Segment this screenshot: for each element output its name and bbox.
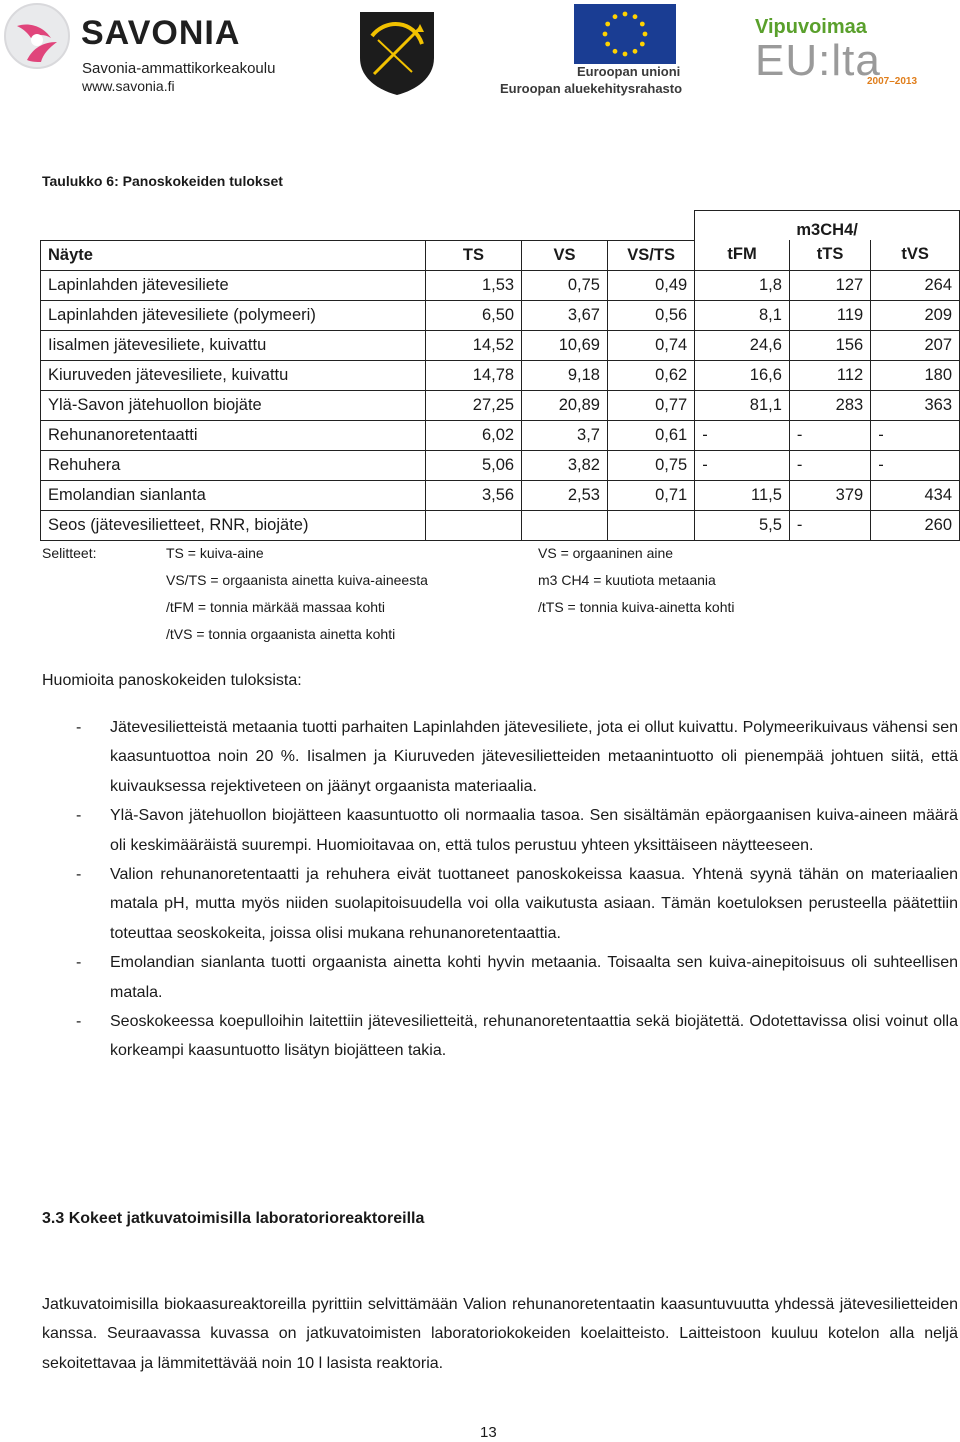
list-item <box>42 860 958 948</box>
table-body <box>41 270 960 540</box>
value-cell: 209 <box>871 300 960 330</box>
value-cell: 434 <box>871 480 960 510</box>
value-cell: - <box>789 510 870 540</box>
eu-logo <box>497 4 685 96</box>
sample-name-cell: Rehuhera <box>41 450 426 480</box>
value-cell: 24,6 <box>695 330 790 360</box>
value-cell: 0,61 <box>607 420 694 450</box>
value-cell: 119 <box>789 300 870 330</box>
bullet-marker: - <box>76 866 82 884</box>
value-cell: 20,89 <box>522 390 608 420</box>
sample-name-cell: Iisalmen jätevesiliete, kuivattu <box>41 330 426 360</box>
legend-tvs: /tVS = tonnia orgaanista ainetta kohti <box>166 626 396 642</box>
legend-label: Selitteet: <box>42 545 97 561</box>
bullet-marker: - <box>76 1013 82 1031</box>
bullet-text: Valion rehunanoretentaatti ja rehuhera eivät tuottaneet panoskokeissa kaasua. Yhtenä syynä tähän on materiaalien matala pH, mutta myös niiden suolapitoisuudella voi olla vaikutusta asiaan. Tämän koetuloksen perusteella päätettiin toteuttaa seoskokeita, joissa olisi mukana rehunanoretentaattia. <box>110 866 958 942</box>
value-cell: 0,77 <box>607 390 694 420</box>
table-row <box>41 330 960 360</box>
legend-tfm: /tFM = tonnia märkää massaa kohti <box>166 599 386 615</box>
value-cell: 0,56 <box>607 300 694 330</box>
value-cell: 379 <box>789 480 870 510</box>
value-cell: 5,06 <box>425 450 521 480</box>
bullet-marker: - <box>76 719 82 736</box>
value-cell: 0,74 <box>607 330 694 360</box>
table-caption: Taulukko 6: Panoskokeiden tulokset <box>42 173 283 189</box>
table-row <box>41 450 960 480</box>
bullet-text: Seoskokeessa koepulloihin laitettiin jätevesilietteitä, rehunanoretentaattia sekä biojätettä. Odotettavissa olisi voinut olla korkeampi kaasuntuotto lisätyn biojätteen takia. <box>110 1013 958 1060</box>
value-cell: 3,56 <box>425 480 521 510</box>
list-item <box>42 801 958 860</box>
savonia-emblem-icon <box>3 2 71 70</box>
value-cell: 81,1 <box>695 390 790 420</box>
header-cell: VS/TS <box>607 240 694 270</box>
notes-title: Huomioita panoskokeiden tuloksista: <box>42 672 302 689</box>
value-cell: 11,5 <box>695 480 790 510</box>
value-cell: 16,6 <box>695 360 790 390</box>
value-cell: 3,67 <box>522 300 608 330</box>
value-cell: 180 <box>871 360 960 390</box>
value-cell: 14,78 <box>425 360 521 390</box>
value-cell: - <box>789 420 870 450</box>
value-cell: - <box>789 450 870 480</box>
value-cell: 2,53 <box>522 480 608 510</box>
value-cell: 283 <box>789 390 870 420</box>
eu-fund-label: Euroopan aluekehitysrahasto <box>500 81 683 96</box>
sample-name-cell: Seos (jätevesilietteet, RNR, biojäte) <box>41 510 426 540</box>
table-row <box>41 390 960 420</box>
value-cell: 9,18 <box>522 360 608 390</box>
group-header-m3ch4: m3CH4/ <box>695 211 960 241</box>
savonia-url: www.savonia.fi <box>82 78 175 94</box>
legend-vsts: VS/TS = orgaanista ainetta kuiva-aineesta <box>166 572 428 588</box>
table-row <box>41 360 960 390</box>
value-cell <box>607 510 694 540</box>
value-cell: 0,62 <box>607 360 694 390</box>
section-heading <box>42 1210 424 1228</box>
value-cell: - <box>695 420 790 450</box>
list-item <box>42 713 958 801</box>
table-row <box>41 480 960 510</box>
value-cell: 363 <box>871 390 960 420</box>
eu-flag-icon <box>574 4 676 64</box>
value-cell: 6,02 <box>425 420 521 450</box>
results-table <box>40 210 960 541</box>
value-cell: 264 <box>871 270 960 300</box>
value-cell: 27,25 <box>425 390 521 420</box>
table-row <box>41 420 960 450</box>
sample-name-cell: Ylä-Savon jätehuollon biojäte <box>41 390 426 420</box>
value-cell: 260 <box>871 510 960 540</box>
vipuvoimaa-label: Vipuvoimaa <box>755 16 867 38</box>
header-cell: tFM <box>695 240 790 270</box>
header-cell: VS <box>522 240 608 270</box>
value-cell: 14,52 <box>425 330 521 360</box>
page-header <box>0 0 960 100</box>
legend-m3ch4: m3 CH4 = kuutiota metaania <box>538 572 716 588</box>
sample-name-cell: Kiuruveden jätevesiliete, kuivattu <box>41 360 426 390</box>
program-years-label: 2007–2013 <box>867 76 918 87</box>
value-cell: 5,5 <box>695 510 790 540</box>
section-title: Kokeet jatkuvatoimisilla laboratorioreaktoreilla <box>68 1210 425 1227</box>
notes-list <box>42 713 958 1066</box>
header-cell: Näyte <box>41 240 426 270</box>
header-cell: tTS <box>789 240 870 270</box>
coat-of-arms-icon <box>358 10 436 96</box>
value-cell: 8,1 <box>695 300 790 330</box>
value-cell: 0,49 <box>607 270 694 300</box>
savonia-subtitle: Savonia-ammattikorkeakoulu <box>82 60 276 77</box>
table-row <box>41 270 960 300</box>
list-item <box>42 1007 958 1066</box>
savonia-logo <box>3 2 293 94</box>
header-cell: tVS <box>871 240 960 270</box>
eu-union-label: Euroopan unioni <box>577 64 681 79</box>
value-cell: 0,75 <box>522 270 608 300</box>
table-header-row <box>41 240 960 270</box>
value-cell <box>522 510 608 540</box>
bullet-text: Emolandian sianlanta tuotti orgaanista ainetta kohti hyvin metaania. Toisaalta sen kuiva-ainepitoisuus oli suhteellisen matala. <box>110 954 958 1001</box>
value-cell: 3,7 <box>522 420 608 450</box>
sample-name-cell: Emolandian sianlanta <box>41 480 426 510</box>
value-cell: 1,8 <box>695 270 790 300</box>
value-cell: 10,69 <box>522 330 608 360</box>
bullet-text: Ylä-Savon jätehuollon biojätteen kaasuntuotto oli normaalia tasoa. Sen sisältämän epäorgaanisen kuiva-aineen määrä oli keskimääräistä suurempi. Huomioitavaa on, että tulos perustuu yhteen yksittäiseen näytteeseen. <box>110 807 958 854</box>
value-cell: 0,75 <box>607 450 694 480</box>
value-cell: 127 <box>789 270 870 300</box>
value-cell <box>425 510 521 540</box>
value-cell: 156 <box>789 330 870 360</box>
value-cell: 112 <box>789 360 870 390</box>
sample-name-cell: Rehunanoretentaatti <box>41 420 426 450</box>
value-cell: 3,82 <box>522 450 608 480</box>
table-row <box>41 300 960 330</box>
table-row <box>41 510 960 540</box>
legend-ts: TS = kuiva-aine <box>166 545 264 561</box>
legend-tts: /tTS = tonnia kuiva-ainetta kohti <box>538 599 735 615</box>
header-cell: TS <box>425 240 521 270</box>
section-number: 3.3 <box>42 1210 65 1227</box>
bullet-text: Jätevesilietteistä metaania tuotti parhaiten Lapinlahden jätevesiliete, jota ei ollut kuivattu. Polymeerikuivaus vähensi sen kaasuntuottoa noin 20 %. Iisalmen ja Kiuruveden jätevesilietteiden metaanintuotto oli pienempää johtuen siitä, että kuivauksessa rejektiveteen on jäänyt orgaanista materiaalia. <box>110 719 958 795</box>
value-cell: 0,71 <box>607 480 694 510</box>
legend-vs: VS = orgaaninen aine <box>538 545 674 561</box>
value-cell: 6,50 <box>425 300 521 330</box>
value-cell: 1,53 <box>425 270 521 300</box>
bullet-marker: - <box>76 954 82 972</box>
table-group-header-row <box>41 211 960 241</box>
vipuvoimaa-logo <box>755 16 955 96</box>
savonia-name: SAVONIA <box>81 14 241 52</box>
section-paragraph: Jatkuvatoimisilla biokaasureaktoreilla pyrittiin selvittämään Valion rehunanoretentaatin kaasuntuvuutta yhdessä jätevesilietteiden kanssa. Seuraavassa kuvassa on jatkuvatoimisten laboratoriokokeiden koelaitteisto. Laitteistoon kuuluu kotelon alla neljä sekoitettavaa ja lämmitettävää noin 10 l lasista reaktoria. <box>42 1296 958 1372</box>
list-item <box>42 948 958 1007</box>
page-number: 13 <box>480 1424 497 1441</box>
eu-lta-label: EU:lta <box>755 36 881 85</box>
bullet-marker: - <box>76 807 82 825</box>
value-cell: 207 <box>871 330 960 360</box>
sample-name-cell: Lapinlahden jätevesiliete (polymeeri) <box>41 300 426 330</box>
value-cell: - <box>871 420 960 450</box>
value-cell: - <box>871 450 960 480</box>
sample-name-cell: Lapinlahden jätevesiliete <box>41 270 426 300</box>
value-cell: - <box>695 450 790 480</box>
